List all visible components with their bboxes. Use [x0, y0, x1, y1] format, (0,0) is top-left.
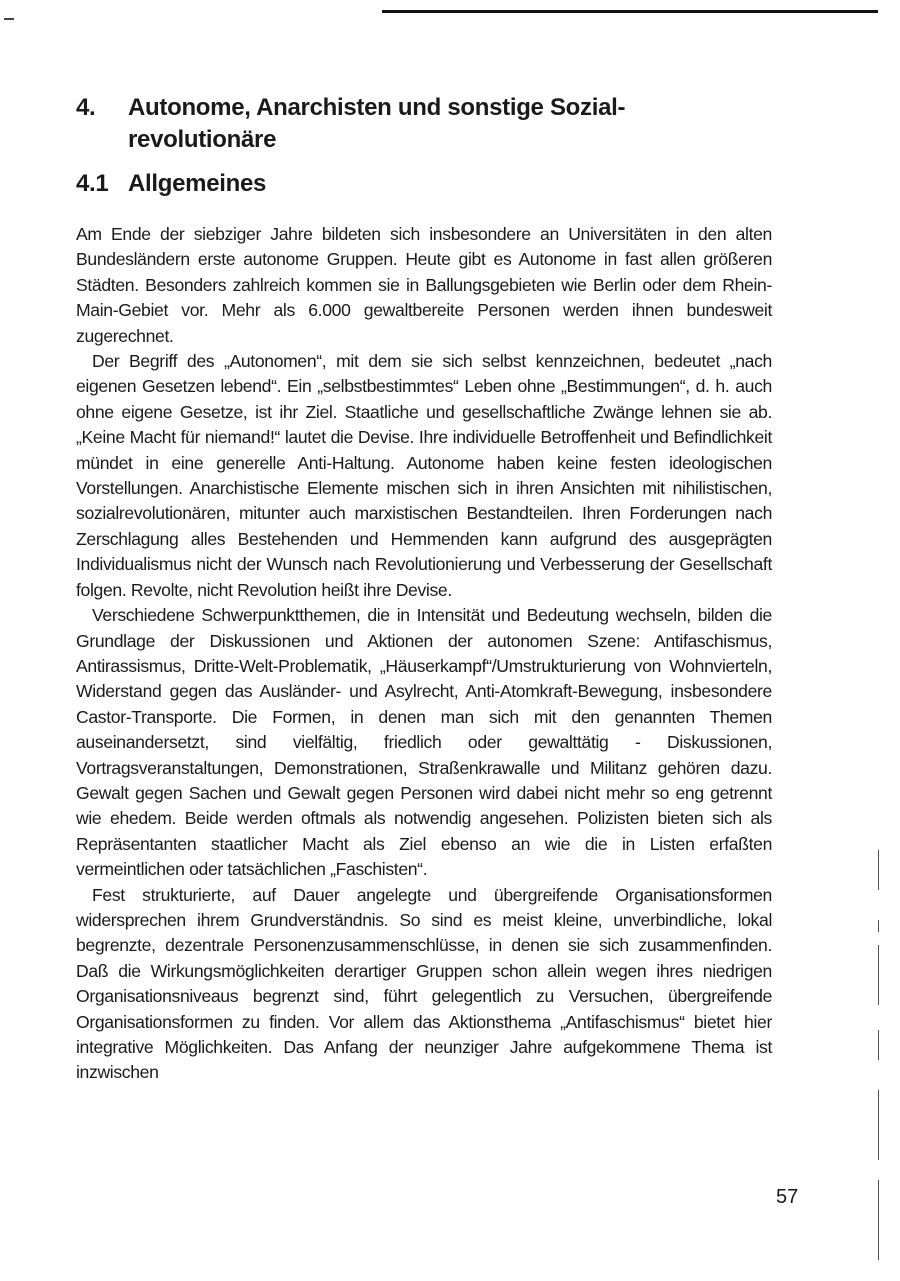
- paragraph-3: Verschiedene Schwerpunktthemen, die in Intensität und Bedeutung wechseln, bilden die Grundlage der Diskussionen und Aktionen der autonomen Szene: Antifaschismus, Antirassismus, Dritte-Welt-Problematik, „Häuserkampf“/Umstrukturierung von Wohnvierteln, Widerstand gegen das Ausländer- und Asylrecht, Anti-Atomkraft-Bewegung, insbesondere Castor-Transporte. Die Formen, in denen man sich mit den genannten Themen auseinandersetzt, sind vielfältig, friedlich oder gewalttätig - Diskussionen, Vortragsveranstaltungen, Demonstrationen, Straßenkrawalle und Militanz gehören dazu. Gewalt gegen Sachen und Gewalt gegen Personen wird dabei nicht mehr so eng getrennt wie ehedem. Beide werden oftmals als notwendig angesehen. Polizisten bieten sich als Repräsentanten staatlicher Macht als Ziel ebenso an wie die in Listen erfaßten vermeintlichen oder tatsächlichen „Faschisten“.: [76, 605, 772, 880]
- scan-mark: [4, 18, 14, 20]
- section-number: 4.: [76, 94, 96, 121]
- section-title: [128, 92, 625, 156]
- page-number: 57: [776, 1186, 799, 1208]
- paragraph-1: Am Ende der siebziger Jahre bildeten sich insbesondere an Universitäten in den alten Bundesländern erste autonome Gruppen. Heute gibt es Autonome in fast allen größeren Städten. Besonders zahlreich kommen sie in Ballungsgebieten wie Berlin oder dem Rhein-Main-Gebiet vor. Mehr als 6.000 gewaltbereite Personen werden ihnen bundesweit zugerechnet.: [76, 224, 772, 346]
- scan-edge-artifact: [876, 850, 882, 1260]
- paragraph-2: Der Begriff des „Autonomen“, mit dem sie sich selbst kennzeichnen, bedeutet „nach eigenen Gesetzen lebend“. Ein „selbstbestimmtes“ Leben ohne „Bestimmungen“, d. h. auch ohne eigene Gesetze, ist ihr Ziel. Staatliche und gesellschaftliche Zwänge lehnen sie ab. „Keine Macht für niemand!“ lautet die Devise. Ihre individuelle Betroffenheit und Befindlichkeit mündet in eine generelle Anti-Haltung. Autonome haben keine festen ideologischen Vorstellungen. Anarchistische Elemente mischen sich in ihren Ansichten mit nihilistischen, sozialrevolutionären, mitunter auch marxistischen Bestandteilen. Ihren Forderungen nach Zerschlagung alles Bestehenden und Hemmenden kann aufgrund des ausgeprägten Individualismus nicht der Wunsch nach Revolutionierung und Verbesserung der Gesellschaft folgen. Revolte, nicht Revolution heißt ihre Devise.: [76, 351, 772, 600]
- top-rule: [382, 10, 878, 13]
- subsection-number: 4.1: [76, 170, 109, 197]
- subsection-heading: [76, 168, 772, 200]
- paragraph-4: Fest strukturierte, auf Dauer angelegte und übergreifende Organisationsformen widersprechen ihrem Grundverständnis. So sind es meist kleine, unverbindliche, lokal begrenzte, dezentrale Personenzusammenschlüsse, in denen sie sich zusammenfinden. Daß die Wirkungsmöglichkeiten derartiger Gruppen schon allein wegen ihres niedrigen Organisationsniveaus begrenzt sind, führt gelegentlich zu Versuchen, übergreifende Organisationsformen zu finden. Vor allem das Aktionsthema „Antifaschismus“ bietet hier integrative Möglichkeiten. Das Anfang der neunziger Jahre aufgekommene Thema ist inzwischen: [76, 884, 772, 1083]
- section-title-line2: revolutionäre: [128, 126, 277, 153]
- section-heading: [76, 92, 772, 156]
- page-content: [76, 92, 772, 1086]
- section-title-line1: Autonome, Anarchisten und sonstige Sozial-: [128, 94, 626, 121]
- subsection-title: Allgemeines: [128, 170, 267, 197]
